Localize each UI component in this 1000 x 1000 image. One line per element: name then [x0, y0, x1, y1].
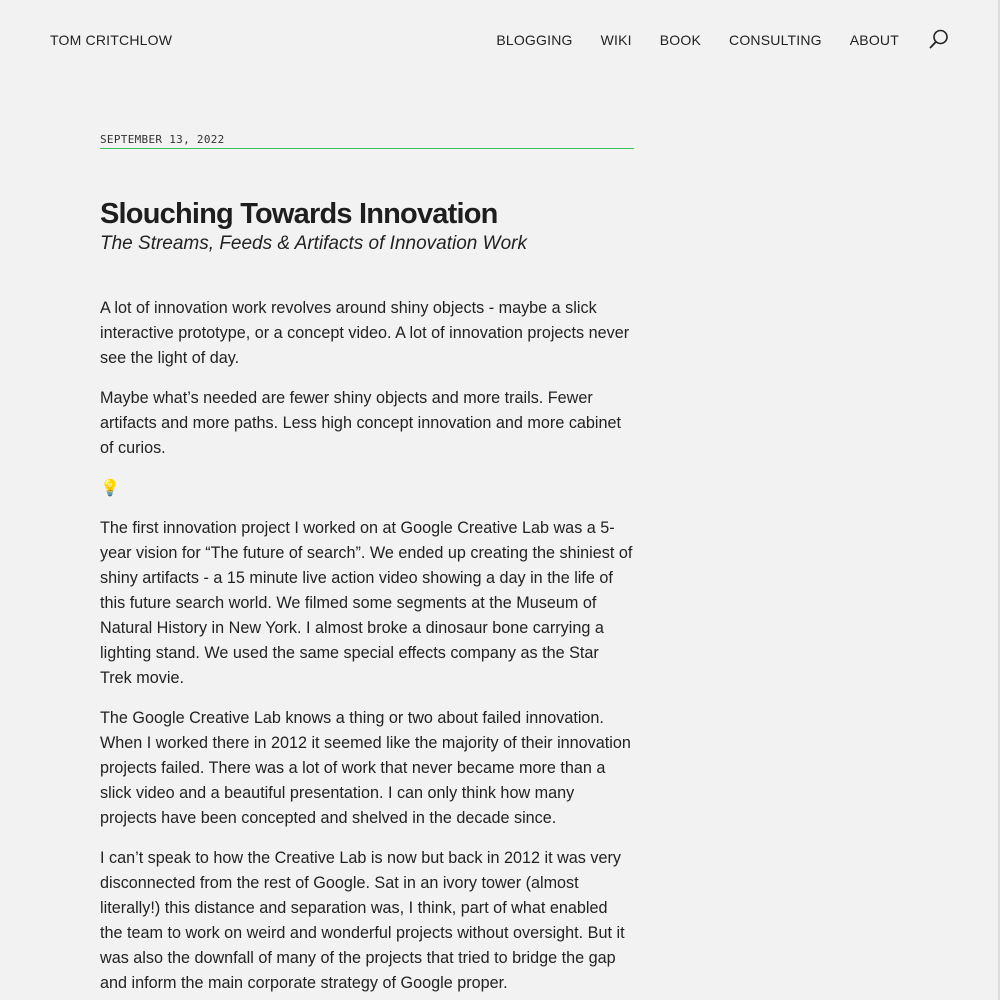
site-header [0, 0, 1000, 80]
post-subtitle: The Streams, Feeds & Artifacts of Innovation Work [100, 233, 527, 254]
paragraph: The first innovation project I worked on at Google Creative Lab was a 5-year vision for “The future of search”. We ended up creating the shiniest of shiny artifacts - a 15 minute live action video showing a day in the life of this future search world. We filmed some segments at the Museum of Natural History in New York. I almost broke a dinosaur bone carrying a lighting stand. We used the same special effects company as the Star Trek movie. [100, 519, 633, 687]
paragraph: Maybe what’s needed are fewer shiny objects and more trails. Fewer artifacts and more paths. Less high concept innovation and more cabinet of curios. [100, 389, 622, 457]
lightbulb-divider [100, 476, 634, 501]
nav-item-consulting[interactable]: CONSULTING [729, 32, 822, 48]
nav-item-book[interactable]: BOOK [659, 32, 702, 48]
nav-item-about[interactable]: ABOUT [849, 32, 899, 48]
post-title: Slouching Towards Innovation [100, 198, 498, 230]
nav-item-wiki[interactable]: WIKI [600, 32, 632, 48]
paragraph: I can’t speak to how the Creative Lab is now but back in 2012 it was very disconnected from the rest of Google. Sat in an ivory tower (almost literally!) this distance and separation was, I think, part of what enabled the team to work on weird and wonderful projects without oversight. But it was also the downfall of many of the projects that tried to bridge the gap and inform the main corporate strategy of Google proper. [100, 849, 625, 992]
site-name-link[interactable]: TOM CRITCHLOW [50, 32, 173, 48]
main-nav [468, 31, 899, 49]
lightbulb-icon: 💡 [100, 480, 120, 497]
paragraph: A lot of innovation work revolves around shiny objects - maybe a slick interactive prototype, or a concept video. A lot of innovation projects never see the light of day. [100, 299, 630, 367]
search-icon[interactable] [928, 28, 950, 50]
post-date: SEPTEMBER 13, 2022 [100, 133, 634, 149]
post-body [100, 296, 634, 1000]
nav-item-blogging[interactable]: BLOGGING [496, 32, 573, 48]
paragraph: The Google Creative Lab knows a thing or two about failed innovation. When I worked there in 2012 it seemed like the majority of their innovation projects failed. There was a lot of work that never became more than a slick video and a beautiful presentation. I can only think how many projects have been concepted and shelved in the decade since. [100, 709, 631, 827]
